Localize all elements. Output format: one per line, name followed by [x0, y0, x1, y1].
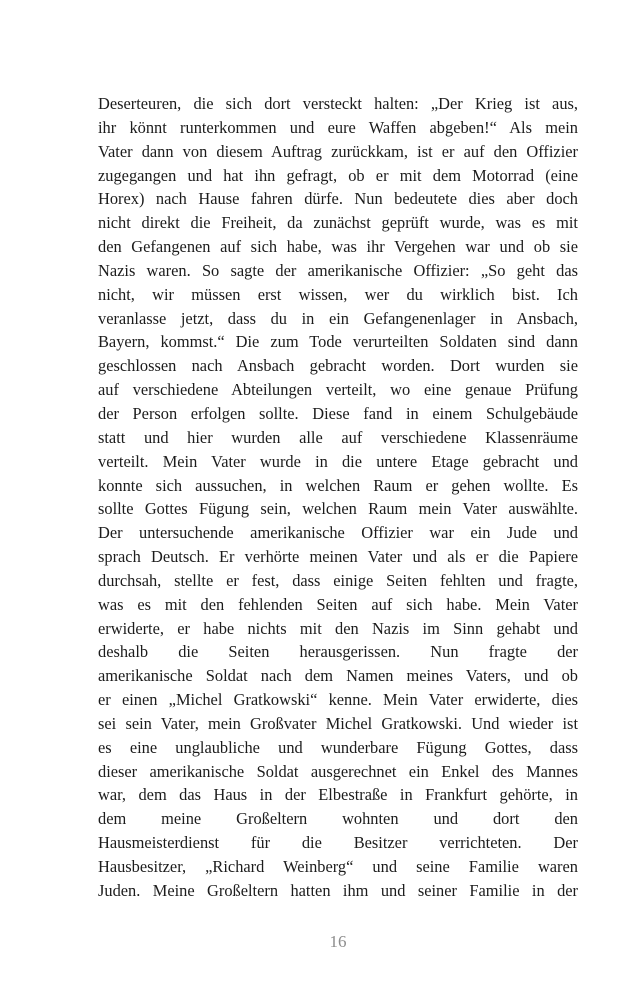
text-line: Horex) nach Hause fahren dürfe. Nun bedeutete dies aber doch	[98, 189, 578, 209]
text-line: was es mit den fehlenden Seiten auf sich habe. Mein Vater	[98, 594, 578, 614]
text-line: Nazis waren. So sagte der amerikanische Offizier: „So geht das	[98, 260, 578, 280]
text-line: dieser amerikanische Soldat ausgerechnet ein Enkel des Mannes	[98, 761, 578, 781]
page-number: 16	[329, 932, 347, 951]
text-line: verteilt. Mein Vater wurde in die untere Etage gebracht und	[98, 451, 578, 471]
text-line: Bayern, kommst.“ Die zum Tode verurteilten Soldaten sind dann	[98, 332, 578, 352]
text-line: deshalb die Seiten herausgerissen. Nun fragte der	[98, 642, 578, 662]
text-line: nicht direkt die Freiheit, da zunächst geprüft wurde, was es mit	[98, 213, 578, 233]
body-text	[98, 92, 578, 903]
text-line: auf verschiedene Abteilungen verteilt, wo eine genaue Prüfung	[98, 380, 578, 400]
text-line: durchsah, stellte er fest, dass einige Seiten fehlten und fragte,	[98, 570, 578, 590]
text-line: ihr könnt runterkommen und eure Waffen abgeben!“ Als mein	[98, 117, 578, 137]
text-line: geschlossen nach Ansbach gebracht worden. Dort wurden sie	[98, 356, 578, 376]
text-line: den Gefangenen auf sich habe, was ihr Vergehen war und ob sie	[98, 237, 578, 257]
text-line: Der untersuchende amerikanische Offizier war ein Jude und	[98, 523, 578, 543]
text-line: der Person erfolgen sollte. Diese fand in einem Schulgebäude	[98, 403, 578, 423]
text-line: amerikanische Soldat nach dem Namen meines Vaters, und ob	[98, 666, 578, 686]
text-line: statt und hier wurden alle auf verschiedene Klassenräume	[98, 427, 578, 447]
text-line: Juden. Meine Großeltern hatten ihm und seiner Familie in der	[98, 880, 578, 900]
text-line: erwiderte, er habe nichts mit den Nazis im Sinn gehabt und	[98, 618, 578, 638]
text-line: sei sein Vater, mein Großvater Michel Gratkowski. Und wieder ist	[98, 713, 578, 733]
text-line: Deserteuren, die sich dort versteckt halten: „Der Krieg ist aus,	[98, 94, 578, 113]
text-line: Vater dann von diesem Auftrag zurückkam, ist er auf den Offizier	[98, 141, 578, 161]
text-line: Hausmeisterdienst für die Besitzer verrichteten. Der	[98, 833, 578, 853]
text-line: nicht, wir müssen erst wissen, wer du wirklich bist. Ich	[98, 284, 578, 304]
text-line: war, dem das Haus in der Elbestraße in Frankfurt gehörte, in	[98, 785, 578, 805]
text-line: sollte Gottes Fügung sein, welchen Raum mein Vater auswählte.	[98, 499, 578, 519]
text-line: er einen „Michel Gratkowski“ kenne. Mein Vater erwiderte, dies	[98, 690, 578, 710]
text-line: es eine unglaubliche und wunderbare Fügung Gottes, dass	[98, 737, 578, 757]
text-line: zugegangen und hat ihn gefragt, ob er mit dem Motorrad (eine	[98, 165, 578, 185]
text-line: sprach Deutsch. Er verhörte meinen Vater und als er die Papiere	[98, 547, 578, 567]
text-line: veranlasse jetzt, dass du in ein Gefangenenlager in Ansbach,	[98, 308, 578, 328]
text-line: dem meine Großeltern wohnten und dort den	[98, 809, 578, 829]
text-line: Hausbesitzer, „Richard Weinberg“ und seine Familie waren	[98, 857, 578, 876]
text-line: konnte sich aussuchen, in welchen Raum er gehen wollte. Es	[98, 475, 578, 495]
